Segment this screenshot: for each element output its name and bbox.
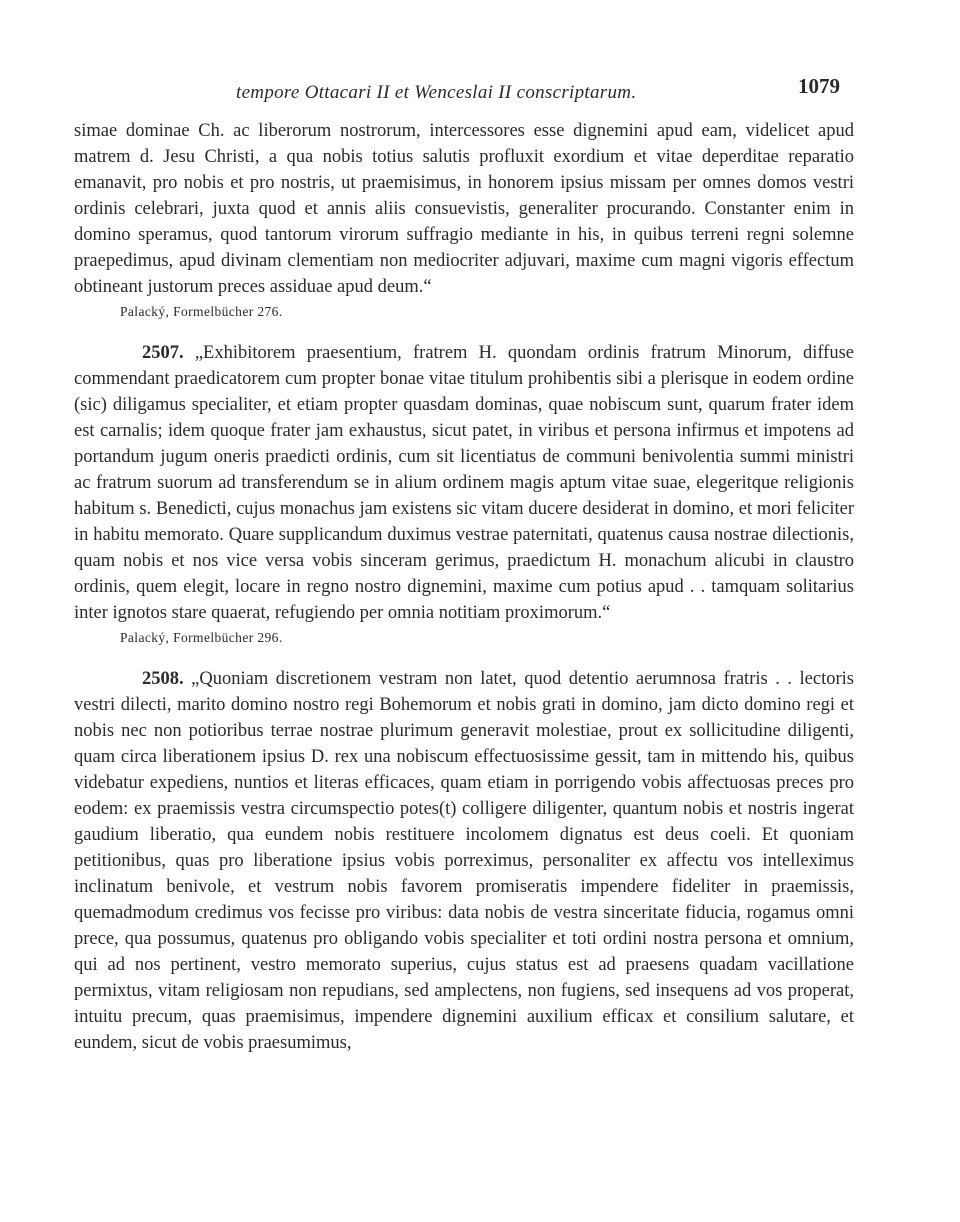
entry-2507 bbox=[74, 340, 854, 626]
page-number: 1079 bbox=[798, 74, 840, 98]
entry-2508 bbox=[74, 666, 854, 1056]
entry-text: „Quoniam discretionem vestram non latet, quod detentio aerumnosa fratris . . lectoris vestri dilecti, marito domino nostro regi Bohemorum et nobis grati in domino, jam dicto domino regi et nobis nec non potioribus terrae nostrae plurimum generavit molestiae, prout ex sollicitudine diligenti, quam circa liberationem ipsius D. rex una nobiscum effectuosissime gessit, tam in mittendo his, quibus videbatur expediens, nuntios et literas efficaces, quam etiam in porrigendo vobis affectuosas preces pro eodem: ex praemissis vestra circumspectio potes(t) colligere diligenter, quantum nobis et nostris ingerat gaudium liberatio, qua eundem nobis restituere incolomem dignatus est deus coeli. Et quoniam petitionibus, quas pro liberatione ipsius vobis porreximus, personaliter ex affectu vos intelleximus inclinatum benivole, et vestrum nobis favorem promiseratis impendere fideliter in praemissis, quemadmodum credimus vos fecisse pro viribus: data nobis de vestra sinceritate fiducia, rogamus omni prece, qua possumus, quatenus pro obligando vobis specialiter et toti ordini nostra persona et omnium, qui ad nos pertinent, vestro memorato superius, cujus status est ad praesens quadam vacillatione permixtus, vitam religiosam non repudians, sed amplectens, non fugiens, sed insequens ad vos properat, intuitu precum, quas praemisimus, impendere dignemini auxilium efficax et consilium salutare, et eundem, sicut de vobis praesumimus, bbox=[74, 669, 854, 1053]
running-head: tempore Ottacari II et Wenceslai II conscriptarum. bbox=[236, 82, 637, 103]
entry-number: 2508. bbox=[142, 669, 184, 689]
entry-text: „Exhibitorem praesentium, fratrem H. quondam ordinis fratrum Minorum, diffuse commendant praedicatorem cum propter bonae vitae titulum prohibentis sibi a plerisque in eodem ordine (sic) diligamus specialiter, et etiam propter quasdam dominas, quae nobiscum sunt, quarum frater idem est carnalis; idem quoque frater jam exhaustus, sicut patet, in viribus et persona infirmus et impotens ad portandum jugum oneris praedicti ordinis, cum sit licentiatus de communi benivolentia summi ministri ac fratrum suorum ad transferendum se in alium ordinem magis aptum vitae suae, elegeritque religionis habitum s. Benedicti, cujus monachus jam existens sic vitam ducere desiderat in domino, et mori feliciter in habitu memorato. Quare supplicandum duximus vestrae paternitati, quatenus causa nostrae dilectionis, quam nobis et nos vice versa vobis sinceram gerimus, praedictum H. monachum alicubi in claustro ordinis, quem elegit, locare in regno nostro dignemini, maxime cum potius apud . . tamquam solitarius inter ignotos stare quaerat, refugiendo per omnia notitiam proximorum.“ bbox=[74, 343, 854, 623]
paragraph-continuation: simae dominae Ch. ac liberorum nostrorum, intercessores esse dignemini apud eam, videlicet apud matrem d. Jesu Christi, a qua nobis totius salutis profluxit exordium et vitae deperditae reparatio emanavit, pro nobis et pro nostris, ut praemisimus, in honorem ipsius missam per omnes domos vestri ordinis celebrari, juxta quod et annis aliis consuevistis, generaliter procurando. Constanter enim in domino speramus, quod tantorum virorum suffragio mediante in his, in quibus terreni regni solemne praepedimus, apud divinam clementiam non mediocriter adjuvari, maxime cum magni vigoris effectum obtineant justorum preces assiduae apud deum.“ bbox=[74, 121, 854, 297]
document-body bbox=[74, 118, 854, 1056]
source-citation: Palacký, Formelbücher 296. bbox=[120, 630, 283, 645]
source-citation: Palacký, Formelbücher 276. bbox=[120, 304, 283, 319]
entry-number: 2507. bbox=[142, 343, 184, 363]
